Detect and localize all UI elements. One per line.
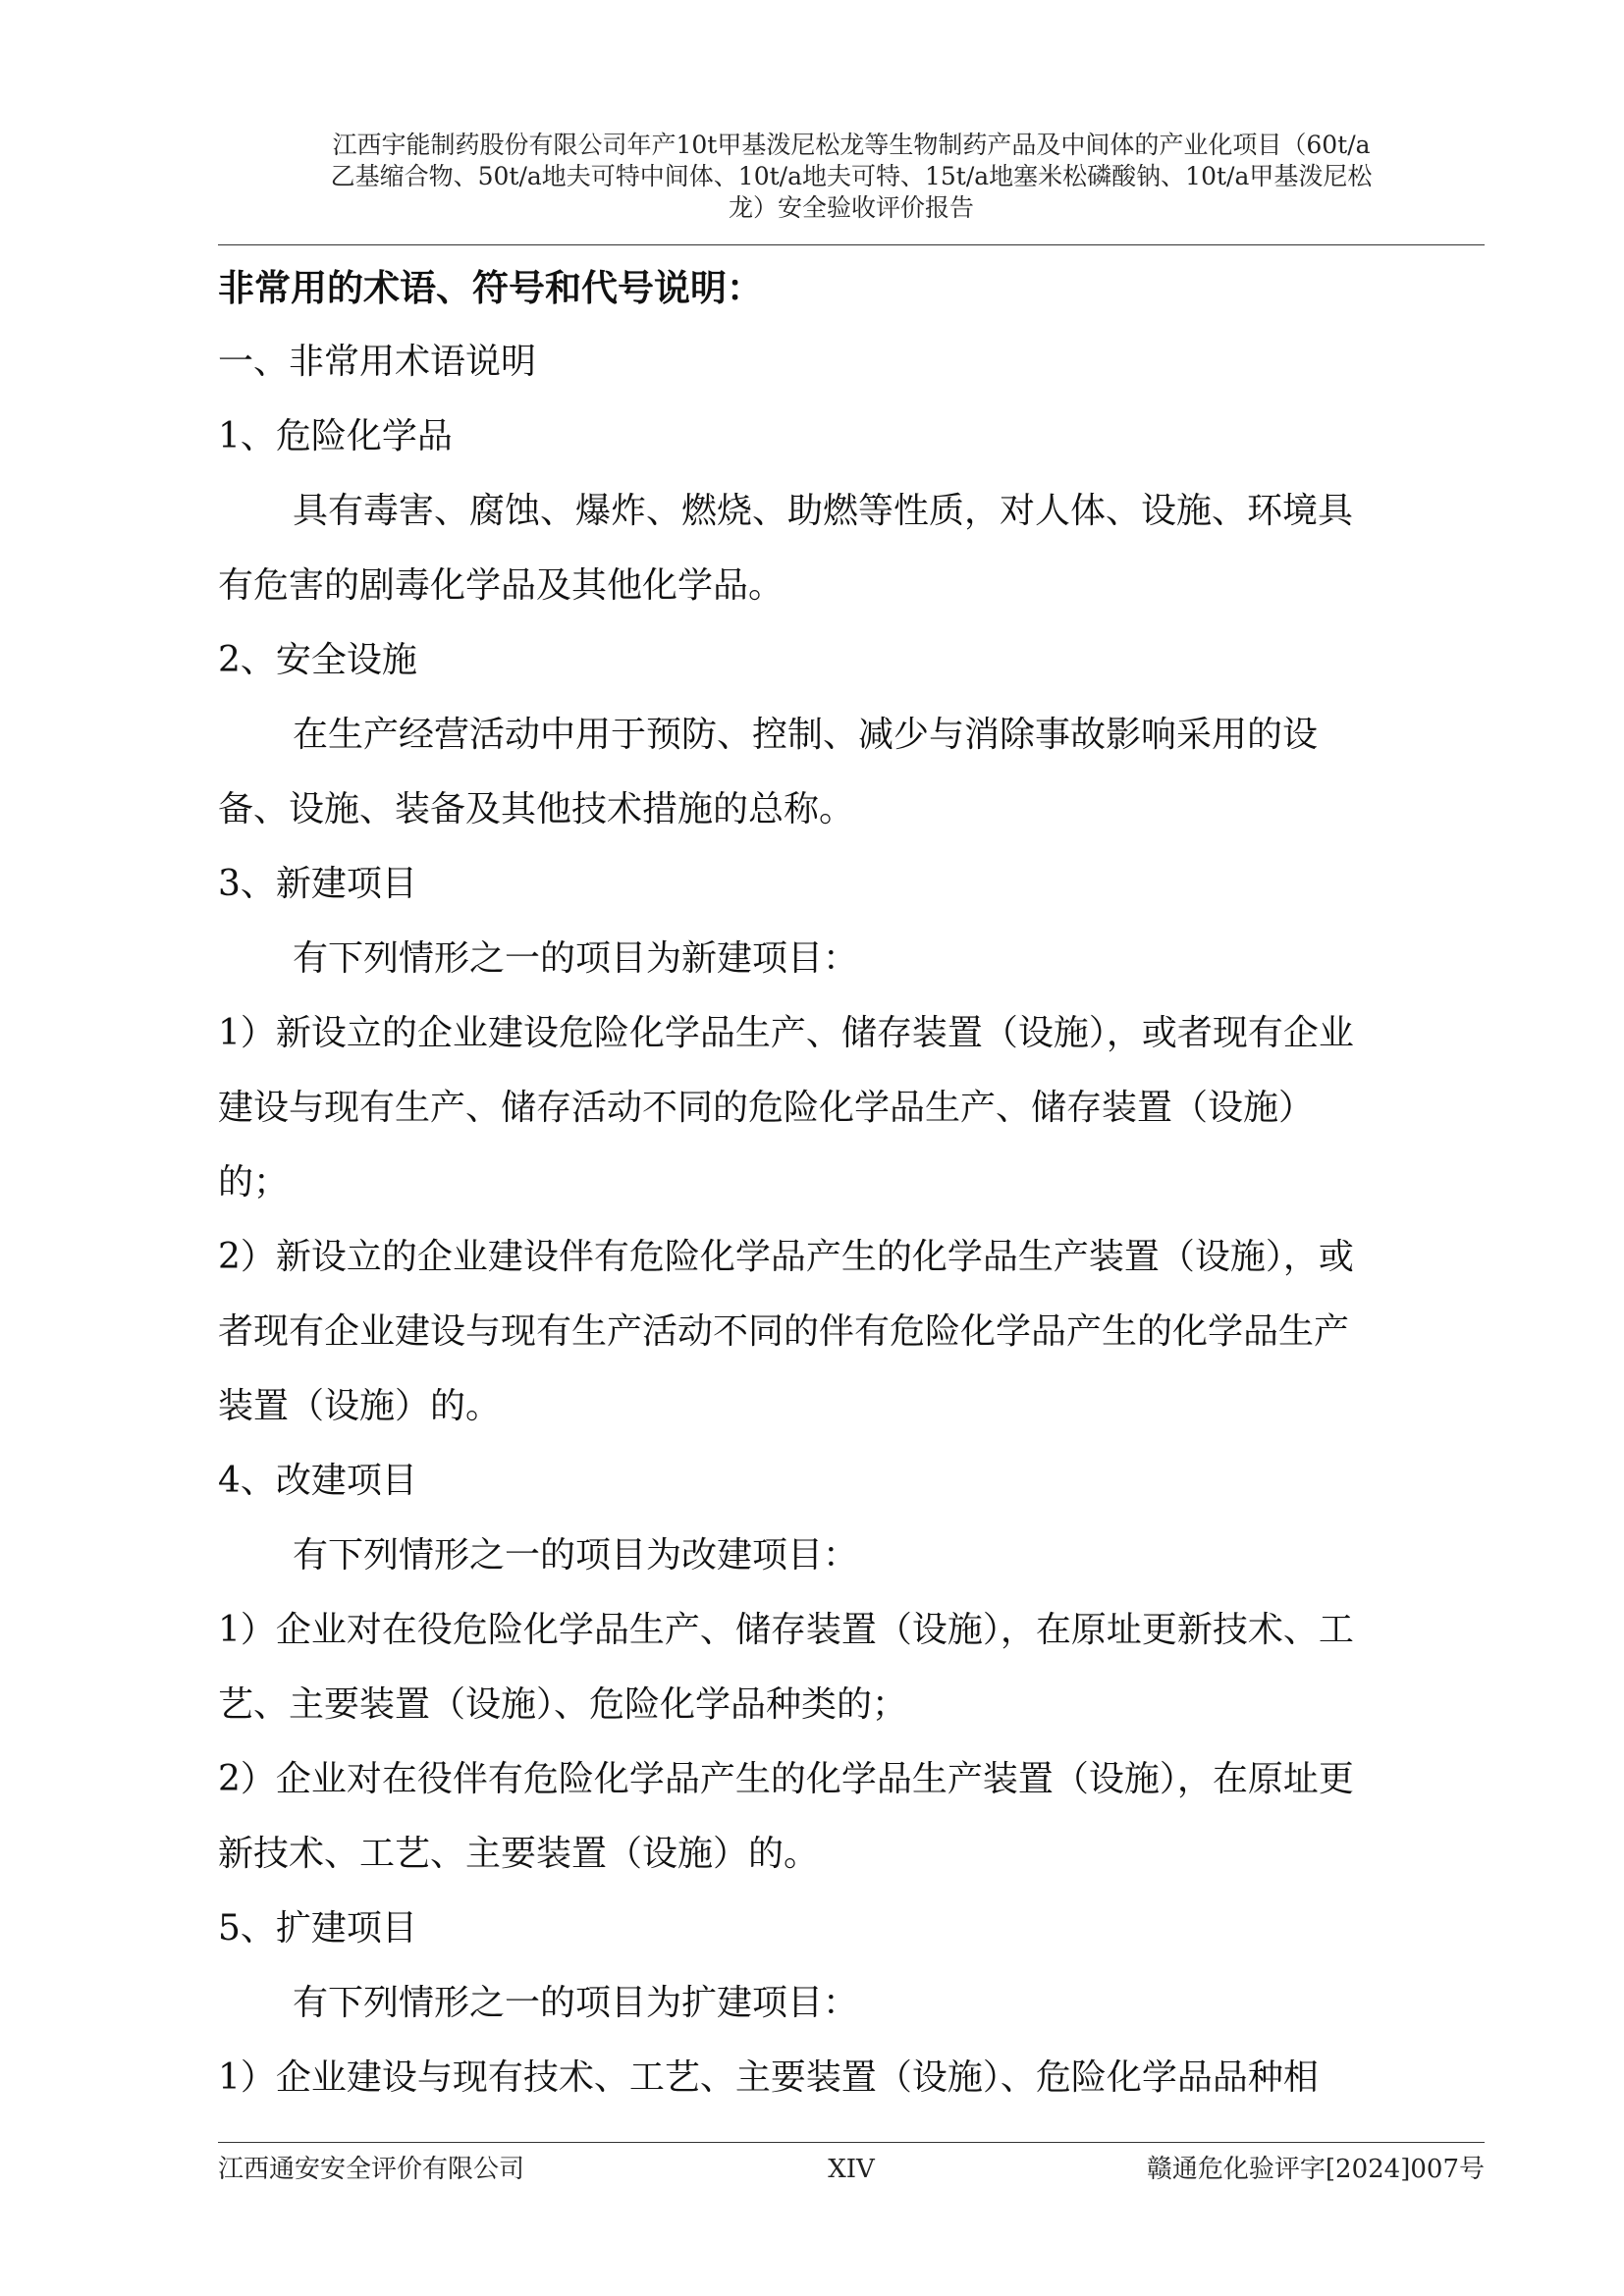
footer-company: 江西通安安全评价有限公司 xyxy=(218,2155,525,2184)
section-heading: 一、非常用术语说明 xyxy=(218,342,537,382)
footer-divider xyxy=(218,2142,1485,2143)
list-item-line: 者现有企业建设与现有生产活动不同的伴有危险化学品产生的化学品生产 xyxy=(218,1311,1350,1352)
page-body xyxy=(218,250,1485,2115)
footer-document-number: 赣通危化验评字[2024]007号 xyxy=(1146,2155,1485,2184)
running-footer xyxy=(218,2152,1485,2187)
term-intro: 有下列情形之一的项目为改建项目： xyxy=(293,1535,859,1575)
page-title: 非常用的术语、符号和代号说明： xyxy=(218,266,763,309)
list-item-line: 2）新设立的企业建设伴有危险化学品产生的化学品生产装置（设施），或 xyxy=(218,1237,1354,1277)
list-item-line: 1）企业建设与现有技术、工艺、主要装置（设施）、危险化学品品种相 xyxy=(218,2057,1319,2098)
header-line: 龙）安全验收评价报告 xyxy=(728,193,974,222)
list-item-line: 1）企业对在役危险化学品生产、储存装置（设施），在原址更新技术、工 xyxy=(218,1610,1354,1650)
term-definition-line: 在生产经营活动中用于预防、控制、减少与消除事故影响采用的设 xyxy=(293,715,1319,755)
running-header xyxy=(218,130,1485,224)
list-item-line: 2）企业对在役伴有危险化学品产生的化学品生产装置（设施），在原址更 xyxy=(218,1759,1354,1799)
term-intro: 有下列情形之一的项目为扩建项目： xyxy=(293,1983,859,2023)
list-item-line: 的； xyxy=(218,1162,290,1202)
term-definition-line: 具有毒害、腐蚀、爆炸、燃烧、助燃等性质，对人体、设施、环境具 xyxy=(293,491,1354,531)
header-divider xyxy=(218,244,1485,245)
term-heading-hazardous-chemicals: 1、危险化学品 xyxy=(218,416,453,456)
term-heading-reconstruction-project: 4、改建项目 xyxy=(218,1461,417,1501)
term-heading-safety-facilities: 2、安全设施 xyxy=(218,640,417,680)
term-definition-line: 有危害的剧毒化学品及其他化学品。 xyxy=(218,565,785,606)
term-heading-expansion-project: 5、扩建项目 xyxy=(218,1908,417,1949)
term-heading-new-project: 3、新建项目 xyxy=(218,864,417,904)
header-line: 江西宇能制药股份有限公司年产10t甲基泼尼松龙等生物制药产品及中间体的产业化项目（60t/a xyxy=(332,131,1371,159)
header-line: 乙基缩合物、50t/a地夫可特中间体、10t/a地夫可特、15t/a地塞米松磷酸钠、10t/a甲基泼尼松 xyxy=(330,162,1373,190)
term-intro: 有下列情形之一的项目为新建项目： xyxy=(293,938,859,979)
footer-page-number: XIV xyxy=(828,2155,875,2184)
list-item-line: 1）新设立的企业建设危险化学品生产、储存装置（设施），或者现有企业 xyxy=(218,1013,1354,1053)
list-item-line: 建设与现有生产、储存活动不同的危险化学品生产、储存装置（设施） xyxy=(218,1088,1315,1128)
list-item-line: 装置（设施）的。 xyxy=(218,1386,502,1426)
term-definition-line: 备、设施、装备及其他技术措施的总称。 xyxy=(218,789,855,829)
list-item-line: 艺、主要装置（设施）、危险化学品种类的； xyxy=(218,1684,908,1725)
list-item-line: 新技术、工艺、主要装置（设施）的。 xyxy=(218,1834,820,1874)
